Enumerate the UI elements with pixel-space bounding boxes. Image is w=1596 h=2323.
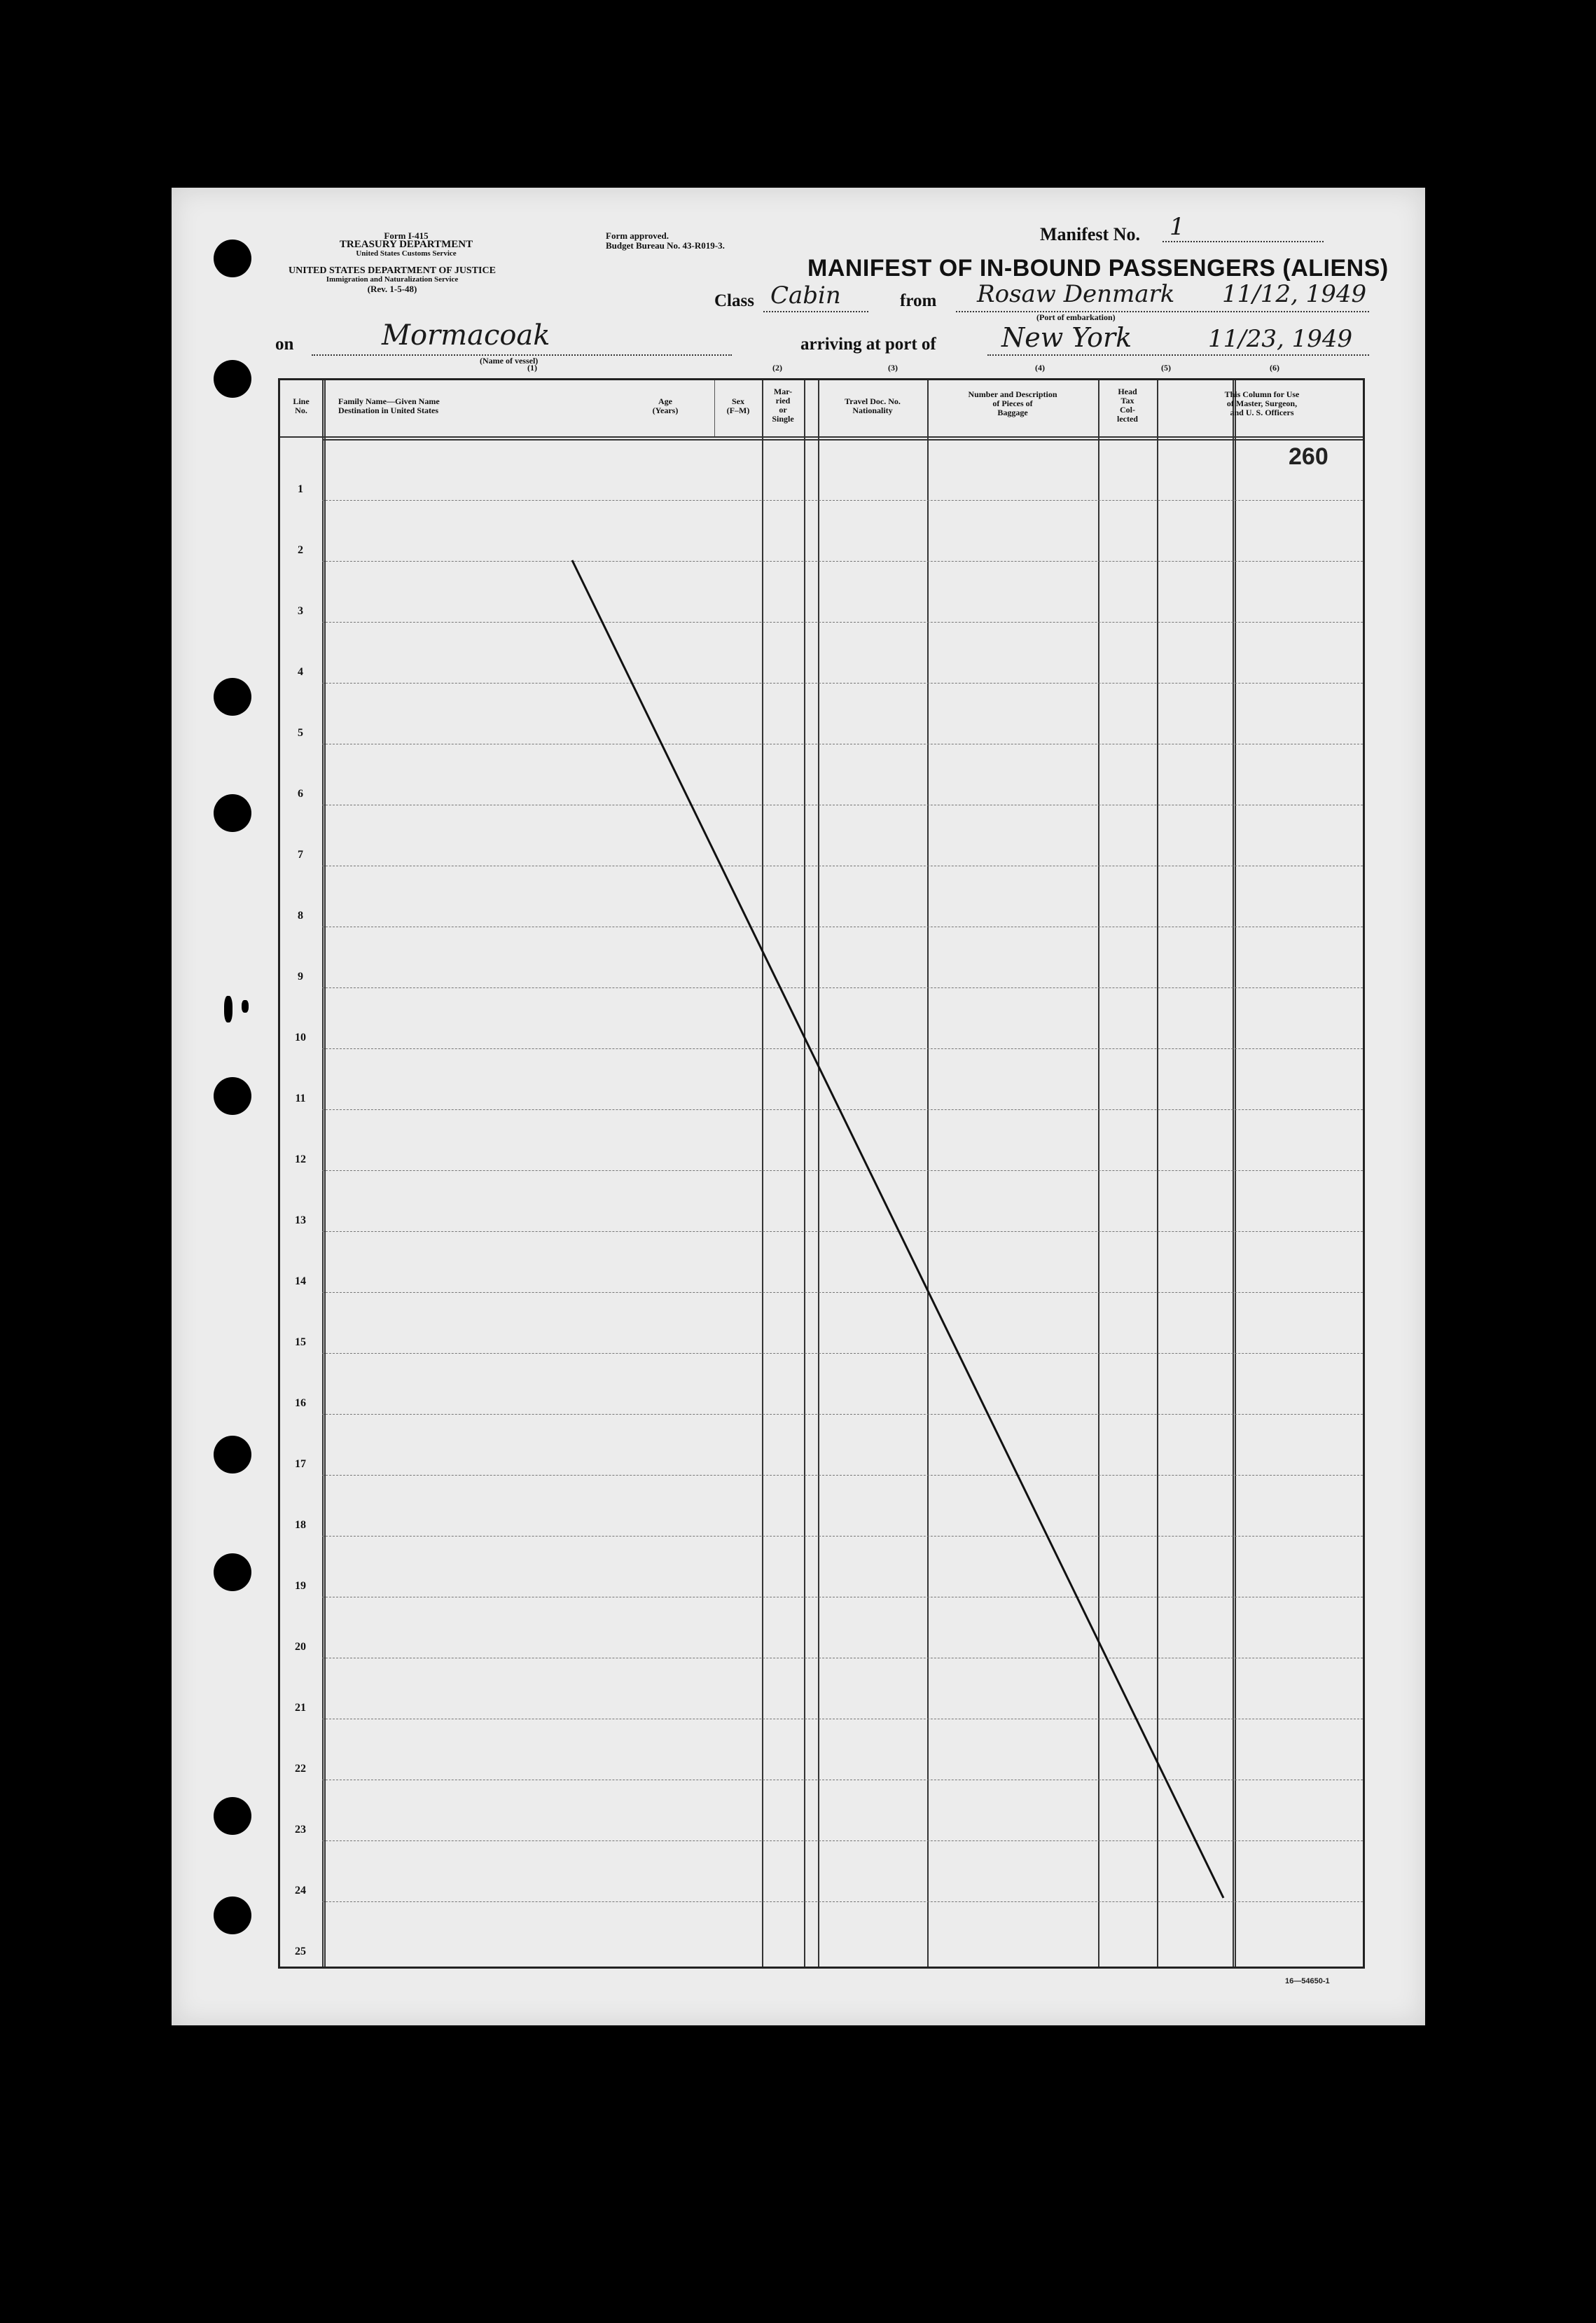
- line-number: 4: [298, 666, 303, 678]
- column-divider: [818, 380, 819, 1967]
- punch-hole: [214, 1077, 251, 1115]
- column-divider: [762, 380, 763, 1967]
- table-row: [322, 1231, 1363, 1232]
- column-divider: [322, 380, 324, 1967]
- line-number: 16: [295, 1397, 306, 1409]
- table-row: [322, 1901, 1363, 1902]
- column-number-3: (3): [888, 363, 898, 373]
- arriving-label: arriving at port of: [800, 335, 936, 354]
- table-row: [322, 561, 1363, 562]
- header-rule: [280, 436, 1363, 438]
- line-number: 13: [295, 1214, 306, 1226]
- line-number: 5: [298, 727, 303, 739]
- header-name-destination: Family Name—Given Name Destination in United States: [338, 396, 440, 415]
- from-underline: [956, 311, 1369, 312]
- class-value: Cabin: [770, 282, 841, 310]
- arriving-underline: [987, 354, 1369, 356]
- manifest-number-label: Manifest No.: [1040, 224, 1140, 244]
- revision-date: (Rev. 1-5-48): [367, 284, 417, 294]
- line-number: 17: [295, 1458, 306, 1470]
- table-row: [322, 1475, 1363, 1476]
- line-number: 9: [298, 971, 303, 983]
- column-divider: [324, 380, 326, 1967]
- column-number-1: (1): [527, 363, 537, 373]
- column-number-4: (4): [1035, 363, 1045, 373]
- table-row: [322, 1170, 1363, 1171]
- column-number-5: (5): [1161, 363, 1171, 373]
- column-divider: [927, 380, 929, 1967]
- form-approved: Form approved.: [606, 230, 669, 241]
- line-number: 11: [295, 1093, 306, 1104]
- treasury-department: TREASURY DEPARTMENT: [339, 239, 473, 250]
- table-row: [322, 1840, 1363, 1841]
- column-divider: [1157, 380, 1158, 1967]
- table-row: [322, 1109, 1363, 1110]
- line-number: 14: [295, 1275, 306, 1287]
- line-number: 10: [295, 1032, 306, 1043]
- line-number: 19: [295, 1580, 306, 1592]
- footer-code: 16—54650-1: [1285, 1977, 1330, 1985]
- table-row: [322, 1048, 1363, 1049]
- passenger-table: [278, 378, 1365, 1969]
- punch-hole: [214, 794, 251, 832]
- header-married-single: Mar- ried or Single: [772, 387, 794, 424]
- table-row: [322, 1536, 1363, 1537]
- column-divider: [804, 380, 805, 1967]
- customs-service: United States Customs Service: [356, 249, 457, 258]
- line-number: 20: [295, 1641, 306, 1653]
- table-row: [322, 622, 1363, 623]
- arriving-port: New York: [1001, 322, 1132, 353]
- line-number: 8: [298, 910, 303, 922]
- line-number: 15: [295, 1336, 306, 1348]
- class-label: Class: [714, 291, 754, 310]
- table-row: [322, 1414, 1363, 1415]
- header-baggage: Number and Description of Pieces of Baggage: [968, 389, 1057, 417]
- stamped-number: 260: [1289, 443, 1328, 470]
- line-number: 12: [295, 1153, 306, 1165]
- manifest-number-value: 1: [1170, 213, 1185, 241]
- line-number: 18: [295, 1519, 306, 1531]
- header-sex: Sex (F–M): [726, 396, 750, 415]
- line-number: 2: [298, 544, 303, 556]
- punch-hole: [214, 1797, 251, 1835]
- table-row: [322, 987, 1363, 988]
- line-number: 6: [298, 788, 303, 800]
- line-number: 21: [295, 1702, 306, 1714]
- form-approval: [606, 231, 830, 251]
- class-underline: [763, 311, 868, 312]
- line-number: 23: [295, 1824, 306, 1836]
- manifest-page: [172, 188, 1425, 2025]
- column-number-2: (2): [772, 363, 782, 373]
- column-divider: [1235, 380, 1236, 1967]
- header-rule: [322, 439, 1363, 441]
- manifest-number-line: [1163, 241, 1324, 242]
- justice-department: UNITED STATES DEPARTMENT OF JUSTICE: [289, 265, 496, 276]
- line-number: 1: [298, 483, 303, 495]
- punch-hole: [214, 678, 251, 716]
- table-row: [322, 1292, 1363, 1293]
- port-embarkation-caption: (Port of embarkation): [1036, 312, 1116, 322]
- punch-hole: [214, 240, 251, 277]
- table-row: [322, 1353, 1363, 1354]
- header-officers-use: This Column for Use of Master, Surgeon, and U. S. Officers: [1224, 389, 1300, 417]
- ink-speck: [242, 1000, 249, 1013]
- table-row: [322, 683, 1363, 684]
- ink-speck: [224, 996, 233, 1022]
- punch-hole: [214, 360, 251, 398]
- form-block-justice: [270, 266, 515, 293]
- line-number: 22: [295, 1763, 306, 1775]
- header-line-no: Line No.: [293, 396, 310, 415]
- vessel-name: Mormacoak: [382, 319, 550, 352]
- immigration-service: Immigration and Naturalization Service: [326, 275, 459, 284]
- on-label: on: [275, 335, 294, 354]
- vessel-caption: (Name of vessel): [480, 356, 539, 366]
- line-number: 3: [298, 605, 303, 617]
- line-number: 7: [298, 849, 303, 861]
- line-number: 24: [295, 1885, 306, 1896]
- form-block-treasury: [315, 231, 497, 258]
- line-number: 25: [295, 1946, 306, 1957]
- column-divider: [1233, 380, 1234, 1967]
- header-head-tax: Head Tax Col- lected: [1117, 387, 1138, 424]
- header-age: Age (Years): [652, 396, 679, 415]
- budget-bureau: Budget Bureau No. 43-R019-3.: [606, 240, 725, 251]
- punch-hole: [214, 1896, 251, 1934]
- form-number: Form I-415: [384, 230, 429, 241]
- table-row: [322, 500, 1363, 501]
- column-number-6: (6): [1270, 363, 1279, 373]
- from-label: from: [900, 291, 937, 310]
- manifest-title: MANIFEST OF IN-BOUND PASSENGERS (ALIENS): [807, 255, 1389, 282]
- punch-hole: [214, 1436, 251, 1473]
- cancellation-line: [278, 378, 1365, 1969]
- arriving-date: 11/23, 1949: [1208, 325, 1353, 353]
- punch-hole: [214, 1553, 251, 1591]
- port-of-embarkation: Rosaw Denmark: [977, 280, 1175, 308]
- column-divider: [1098, 380, 1099, 1967]
- embarkation-date: 11/12, 1949: [1222, 280, 1367, 308]
- header-travel-doc: Travel Doc. No. Nationality: [845, 396, 901, 415]
